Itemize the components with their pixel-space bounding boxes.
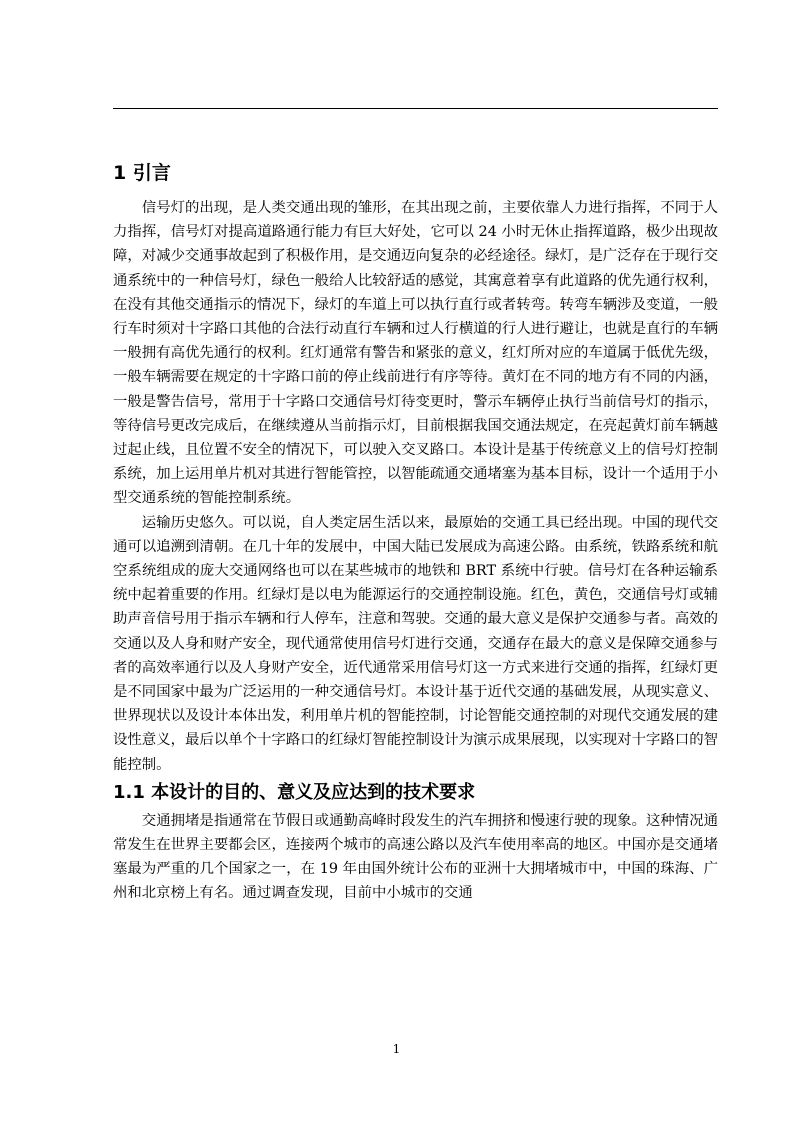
page-body	[113, 158, 718, 906]
section-heading: 1 引言	[113, 162, 171, 184]
subsection-heading: 1.1 本设计的目的、意义及应达到的技术要求	[113, 781, 476, 803]
body-paragraph: 运输历史悠久。可以说，自人类定居生活以来，最原始的交通工具已经出现。中国的现代交通可以追溯到清朝。在几十年的发展中，中国大陆已发展成为高速公路。由系统，铁路系统和航空系统组成的庞大交通网络也可以在某些城市的地铁和 BRT 系统中行驶。信号灯在各种运输系统中起着重要的作用。红绿灯是以电为能源运行的交通控制设施。红色，黄色，交通信号灯或辅助声音信号用于指示车辆和行人停车，注意和驾驶。交通的最大意义是保护交通参与者。高效的交通以及人身和财产安全，现代通常使用信号灯进行交通，交通存在最大的意义是保障交通参与者的高效率通行以及人身财产安全，近代通常采用信号灯这一方式来进行交通的指挥，红绿灯更是不同国家中最为广泛运用的一种交通信号灯。本设计基于近代交通的基础发展，从现实意义、世界现状以及设计本体出发，利用单片机的智能控制，讨论智能交通控制的对现代交通发展的建设性意义，最后以单个十字路口的红绿灯智能控制设计为演示成果展现，以实现对十字路口的智能控制。	[113, 514, 718, 773]
page-number: 1	[392, 1042, 401, 1056]
header-rule	[113, 108, 718, 109]
body-paragraph: 交通拥堵是指通常在节假日或通勤高峰时段发生的汽车拥挤和慢速行驶的现象。这种情况通常发生在世界主要都会区，连接两个城市的高速公路以及汽车使用率高的地区。中国亦是交通堵塞最为严重的几个国家之一，在 19 年由国外统计公布的亚洲十大拥堵城市中，中国的珠海、广州和北京榜上有名。通过调查发现，目前中小城市的交通	[113, 812, 718, 902]
body-paragraph: 信号灯的出现，是人类交通出现的雏形，在其出现之前，主要依靠人力进行指挥，不同于人力指挥，信号灯对提高道路通行能力有巨大好处，它可以 24 小时无休止指挥道路，极少出现故障，对减少交通事故起到了积极作用，是交通迈向复杂的必经途径。绿灯，是广泛存在于现行交通系统中的一种信号灯，绿色一般给人比较舒适的感觉，其寓意着享有此道路的优先通行权利，在没有其他交通指示的情况下，绿灯的车道上可以执行直行或者转弯。转弯车辆涉及变道，一般行车时须对十字路口其他的合法行动直行车辆和过人行横道的行人进行避让，也就是直行的车辆一般拥有高优先通行的权利。红灯通常有警告和紧张的意义，红灯所对应的车道属于低优先级，一般车辆需要在规定的十字路口前的停止线前进行有序等待。黄灯在不同的地方有不同的内涵，一般是警告信号，常用于十字路口交通信号灯待变更时，警示车辆停止执行当前信号灯的指示，等待信号更改完成后，在继续遵从当前指示灯，目前根据我国交通法规定，在亮起黄灯前车辆越过起止线，且位置不安全的情况下，可以驶入交叉路口。本设计是基于传统意义上的信号灯控制系统，加上运用单片机对其进行智能管控，以智能疏通交通堵塞为基本目标，设计一个适用于小型交通系统的智能控制系统。	[113, 200, 718, 507]
